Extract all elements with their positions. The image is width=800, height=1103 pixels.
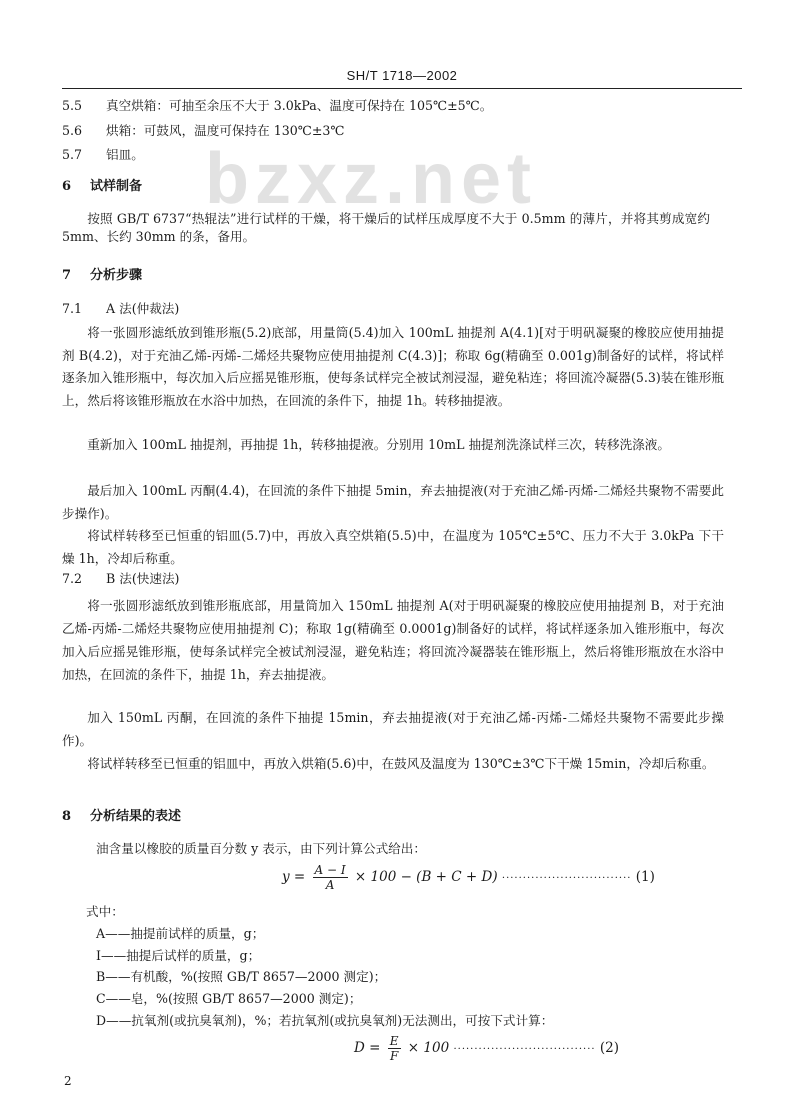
definition-I: I——抽提后试样的质量，g；: [96, 948, 261, 963]
clause-7-2-paragraph-1: 将一张圆形滤纸放到锥形瓶底部，用量筒加入 150mL 抽提剂 A(对于明矾凝聚的橡胶应使用抽提剂 B，对于充油乙烯-丙烯-二烯烃共聚物应使用抽提剂 C)；称取 1g(精确至 0.0001g)制备好的试样，将试样逐条加入锥形瓶中，每次加入后应摇晃锥形瓶，使每条试样完全被试剂浸湿，避免粘连；将回流冷凝器装在锥形瓶上，然后将锥形瓶放在水浴中加热，在回流的条件下，抽提 1h，弃去抽提液。: [62, 598, 724, 682]
section-7-heading: 7 分析步骤: [62, 268, 143, 283]
standard-code-header: SH/T 1718—2002: [346, 68, 458, 83]
definition-B: B——有机酸，%(按照 GB/T 8657—2000 测定)；: [96, 969, 387, 984]
clause-7-1-paragraph-1: 将一张圆形滤纸放到锥形瓶(5.2)底部，用量筒(5.4)加入 100mL 抽提剂 A(4.1)[对于明矾凝聚的橡胶应使用抽提剂 B(4.2)，对于充油乙烯-丙烯-二烯烃共聚物应使用抽提剂 C(4.3)]；称取 6g(精确至 0.001g)制备好的试样，将试样逐条加入锥形瓶中，每次加入后应摇晃锥形瓶，使每条试样完全被试剂浸湿，避免粘连；将回流冷凝器(5.3)装在锥形瓶上，然后将该锥形瓶放在水浴中加热，在回流的条件下，抽提 1h。转移抽提液。: [62, 325, 724, 408]
clause-5-5: 5.5 真空烘箱：可抽至余压不大于 3.0kPa、温度可保持在 105℃±5℃。: [62, 98, 493, 113]
formula-2: D = $\frac{E}{F}$ × 100 ·································· (2): [354, 1034, 619, 1063]
definition-C: C——皂，%(按照 GB/T 8657—2000 测定)；: [96, 991, 362, 1006]
watermark: bzxz.net: [205, 139, 538, 219]
clause-7-1-paragraph-2: 重新加入 100mL 抽提剂，再抽提 1h，转移抽提液。分别用 10mL 抽提剂洗涤试样三次，转移洗涤液。: [87, 437, 670, 452]
where-label: 式中：: [86, 904, 124, 919]
section-8-intro: 油含量以橡胶的质量百分数 y 表示，由下列计算公式给出：: [96, 841, 426, 856]
definition-A: A——抽提前试样的质量，g；: [96, 926, 265, 941]
clause-7-2-paragraph-2: 加入 150mL 丙酮，在回流的条件下抽提 15min，弃去抽提液(对于充油乙烯-丙烯-二烯烃共聚物不需要此步操作)。: [62, 710, 724, 748]
page-number: 2: [64, 1074, 72, 1088]
clause-7-2-paragraph-3: 将试样转移至已恒重的铝皿中，再放入烘箱(5.6)中，在鼓风及温度为 130℃±3℃下干燥 15min，冷却后称重。: [87, 756, 715, 771]
clause-5-6: 5.6 烘箱：可鼓风，温度可保持在 130℃±3℃: [62, 123, 345, 138]
header-rule: [62, 88, 742, 89]
section-6-paragraph: 按照 GB/T 6737“热辊法”进行试样的干燥，将干燥后的试样压成厚度不大于 0.5mm 的薄片，并将其剪成宽约 5mm、长约 30mm 的条，备用。: [62, 211, 710, 244]
clause-5-7: 5.7 铝皿。: [62, 147, 144, 162]
section-6-heading: 6 试样制备: [62, 179, 143, 194]
clause-7-2-heading: 7.2 B 法(快速法): [62, 571, 180, 586]
clause-7-1-heading: 7.1 A 法(仲裁法): [62, 301, 180, 316]
clause-7-1-paragraph-4: 将试样转移至已恒重的铝皿(5.7)中，再放入真空烘箱(5.5)中，在温度为 105℃±5℃、压力不大于 3.0kPa 下干燥 1h，冷却后称重。: [62, 528, 724, 566]
definition-D: D——抗氧剂(或抗臭氧剂)，%；若抗氧剂(或抗臭氧剂)无法测出，可按下式计算：: [96, 1013, 554, 1028]
section-8-heading: 8 分析结果的表述: [62, 809, 182, 824]
formula-1: y = $\frac{A - I}{A}$ × 100 − (B + C + D) ······························· (1): [282, 863, 655, 892]
clause-7-1-paragraph-3: 最后加入 100mL 丙酮(4.4)，在回流的条件下抽提 5min，弃去抽提液(对于充油乙烯-丙烯-二烯烃共聚物不需要此步操作)。: [62, 483, 724, 521]
